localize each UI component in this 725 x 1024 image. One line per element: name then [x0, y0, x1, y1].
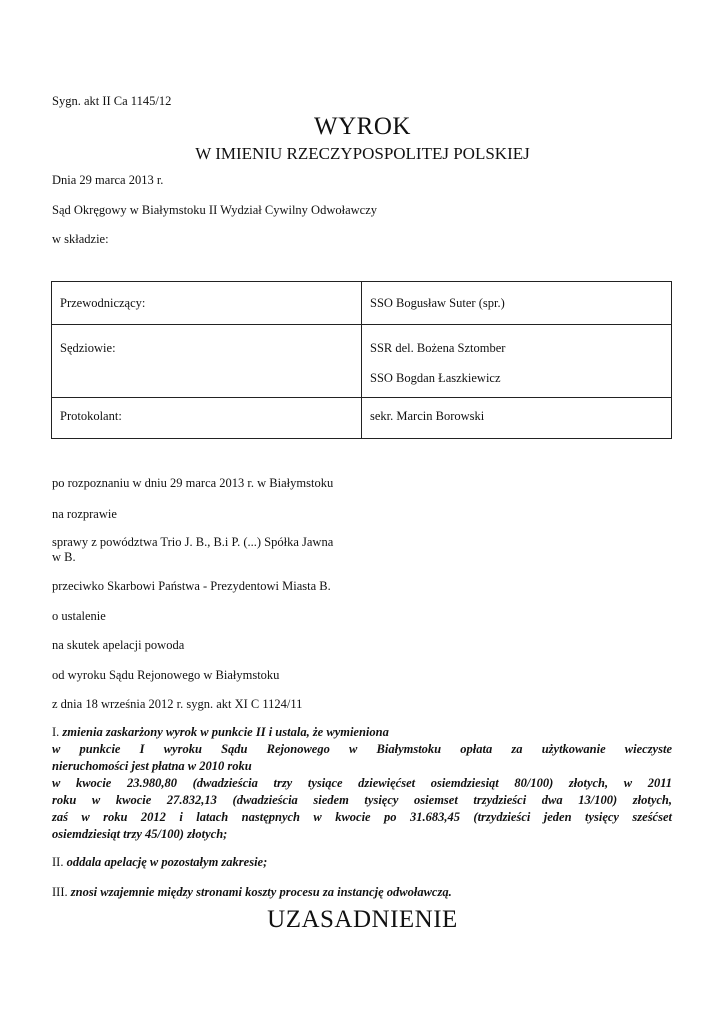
case-signature: Sygn. akt II Ca 1145/12 [52, 94, 172, 108]
document-subtitle: W IMIENIU RZECZYPOSPOLITEJ POLSKIEJ [195, 144, 530, 163]
document-title: WYROK [314, 113, 411, 140]
ruling-point-1 [52, 724, 672, 843]
judges-label: Sędziowie: [52, 325, 362, 398]
table-row-judges [52, 325, 672, 398]
presiding-label: Przewodniczący: [52, 282, 362, 325]
ruling-point-1-line-7: osiemdziesiąt trzy 45/100) złotych; [52, 827, 228, 841]
ruling-point-1-number: I. [52, 725, 60, 739]
ruling-point-1-line-3: nieruchomości jest płatna w 2010 roku [52, 759, 252, 773]
plaintiff-line-1: sprawy z powództwa Trio J. B., B.i P. (...) Spółka Jawna [52, 535, 334, 549]
ruling-point-2-number: II. [52, 855, 64, 869]
plaintiff-line-2: w B. [52, 550, 76, 564]
ruling-point-3-number: III. [52, 885, 68, 899]
judgment-date: Dnia 29 marca 2013 r. [52, 173, 164, 187]
ruling-point-1-line-1: zmienia zaskarżony wyrok w punkcie II i ustala, że wymieniona [62, 725, 389, 739]
appeal-line: na skutek apelacji powoda [52, 638, 185, 652]
judge-1: SSR del. Bożena Sztomber [370, 341, 506, 355]
ruling-point-1-line-2: w punkcie I wyroku Sądu Rejonowego w Białymstoku opłata za użytkowanie wieczyste [52, 742, 672, 756]
subject-line: o ustalenie [52, 609, 106, 623]
judges-list [362, 325, 672, 398]
ruling-point-1-line-6: zaś w roku 2012 i latach następnych w kwocie po 31.683,45 (trzydzieści jeden tysięcy sześćset [52, 810, 672, 824]
table-row-clerk [52, 398, 672, 439]
table-row-presiding [52, 282, 672, 325]
defendant-line: przeciwko Skarbowi Państwa - Prezydentowi Miasta B. [52, 579, 331, 593]
clerk-name: sekr. Marcin Borowski [362, 398, 672, 439]
clerk-label: Protokolant: [52, 398, 362, 439]
lower-court-line: od wyroku Sądu Rejonowego w Białymstoku [52, 668, 280, 682]
hearing-line: po rozpoznaniu w dniu 29 marca 2013 r. w Białymstoku [52, 476, 334, 490]
ruling-point-3 [52, 884, 672, 901]
composition-label: w składzie: [52, 232, 109, 246]
lower-court-date-line: z dnia 18 września 2012 r. sygn. akt XI C 1124/11 [52, 697, 303, 711]
court-name: Sąd Okręgowy w Białymstoku II Wydział Cywilny Odwoławczy [52, 203, 378, 217]
ruling-point-1-line-5: roku w kwocie 27.832,13 (dwadzieścia siedem tysięcy osiemset trzydzieści dwa 13/100) złotych, [52, 793, 672, 807]
ruling-point-3-text: znosi wzajemnie między stronami koszty procesu za instancję odwoławczą. [70, 885, 452, 899]
presiding-judge: SSO Bogusław Suter (spr.) [362, 282, 672, 325]
ruling-point-2 [52, 854, 672, 871]
court-panel-table [51, 281, 672, 439]
justification-heading: UZASADNIENIE [267, 906, 458, 933]
ruling-point-1-line-4: w kwocie 23.980,80 (dwadzieścia trzy tysiące dziewięćset osiemdziesiąt 80/100) złotych, w 2011 [52, 776, 672, 790]
judge-2: SSO Bogdan Łaszkiewicz [370, 371, 501, 385]
ruling-point-2-text: oddala apelację w pozostałym zakresie; [66, 855, 268, 869]
at-hearing-line: na rozprawie [52, 507, 117, 521]
